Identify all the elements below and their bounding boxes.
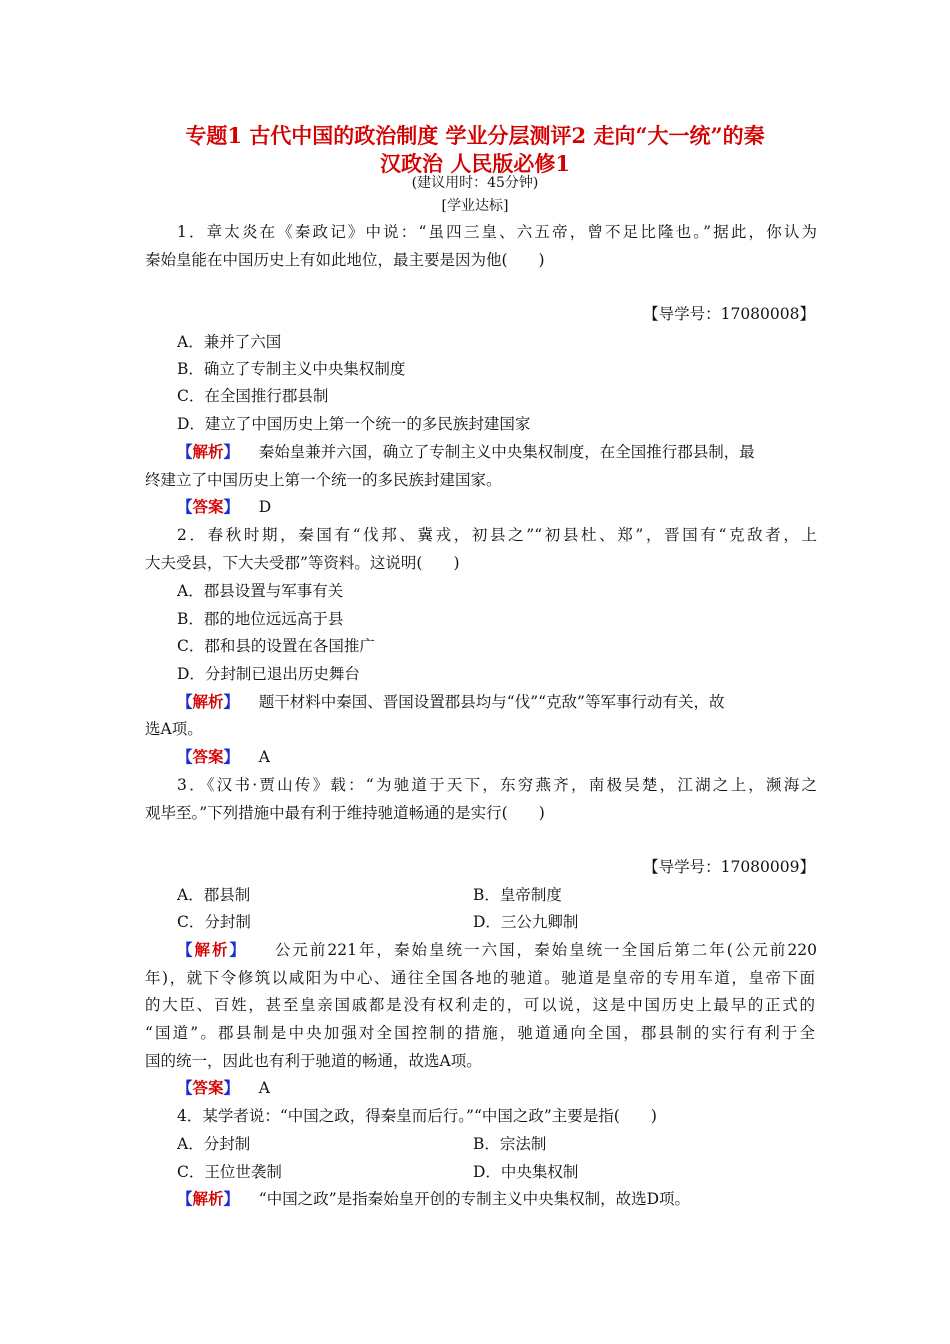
- q2-option-a: A．郡县设置与军事有关: [177, 582, 344, 600]
- answer-tag: 【答案】: [177, 747, 240, 766]
- q3-analysis-text: 公元前221年，秦始皇统一六国，秦始皇统一全国后第二年(公元前220: [274, 941, 817, 959]
- q2-analysis: [177, 691, 817, 713]
- q2-analysis-text: 题干材料中秦国、晋国设置郡县均与“伐”“克敌”等军事行动有关，故: [258, 693, 725, 711]
- q2-option-c: C．郡和县的设置在各国推广: [177, 637, 375, 655]
- q4-option-c: C．王位世袭制: [177, 1163, 282, 1181]
- q3-analysis: [177, 939, 817, 961]
- q4-option-a: A．分封制: [177, 1135, 251, 1153]
- q3-guide-number: 【导学号：17080009】: [643, 858, 815, 876]
- q2-stem-line1: 2．春秋时期，秦国有“伐邦、冀戎，初县之”“初县杜、郑”，晋国有“克敌者，上: [177, 526, 817, 544]
- answer-tag: 【答案】: [177, 497, 240, 516]
- q1-option-d: D．建立了中国历史上第一个统一的多民族封建国家: [177, 415, 531, 433]
- q1-guide-number: 【导学号：17080008】: [643, 305, 815, 323]
- analysis-tag: 【解析】: [177, 940, 248, 959]
- analysis-tag: 【解析】: [177, 692, 240, 711]
- q3-analysis-line3: 的大臣、百姓，甚至皇亲国戚都是没有权利走的，可以说，这是中国历史上最早的正式的: [145, 996, 815, 1014]
- q3-option-a: A．郡县制: [177, 886, 251, 904]
- q1-analysis-text: 秦始皇兼并六国，确立了专制主义中央集权制度，在全国推行郡县制，最: [258, 443, 755, 461]
- page-title-continued: 汉政治 人民版必修1: [380, 151, 570, 176]
- q1-analysis: [177, 441, 817, 463]
- q3-answer-value: A: [258, 1079, 270, 1097]
- q1-analysis-line2: 终建立了中国历史上第一个统一的多民族封建国家。: [145, 471, 502, 489]
- q3-stem-line2: 观毕至。”下列措施中最有利于维持驰道畅通的是实行( ): [145, 804, 545, 822]
- q1-stem-line2: 秦始皇能在中国历史上有如此地位，最主要是因为他( ): [145, 251, 545, 269]
- q4-analysis: [177, 1188, 817, 1210]
- page-title: 专题1 古代中国的政治制度 学业分层测评2 走向“大一统”的秦: [185, 123, 765, 148]
- q2-stem-line2: 大夫受县，下大夫受郡”等资料。这说明( ): [145, 554, 460, 572]
- q3-option-b: B．皇帝制度: [473, 886, 562, 904]
- q1-stem-line1: 1．章太炎在《秦政记》中说：“虽四三皇、六五帝，曾不足比隆也。”据此，你认为: [177, 223, 817, 241]
- q2-analysis-line2: 选A项。: [145, 720, 203, 738]
- analysis-tag: 【解析】: [177, 442, 240, 461]
- q3-analysis-line4: “国道”。郡县制是中央加强对全国控制的措施，驰道通向全国，郡县制的实行有利于全: [145, 1024, 815, 1042]
- q4-stem-line1: 4．某学者说：“中国之政，得秦皇而后行。”“中国之政”主要是指( ): [177, 1107, 657, 1125]
- q1-option-a: A．兼并了六国: [177, 333, 282, 351]
- q3-stem-line1: 3．《汉书·贾山传》载：“为驰道于天下，东穷燕齐，南极吴楚，江湖之上，濒海之: [177, 776, 817, 794]
- q2-answer: [177, 746, 817, 768]
- time-note: (建议用时：45分钟): [411, 175, 539, 191]
- q3-option-d: D．三公九卿制: [473, 913, 579, 931]
- q3-analysis-line5: 国的统一，因此也有利于驰道的畅通，故选A项。: [145, 1052, 482, 1070]
- q4-option-d: D．中央集权制: [473, 1163, 579, 1181]
- q2-option-b: B．郡的地位远远高于县: [177, 610, 344, 628]
- q1-option-c: C．在全国推行郡县制: [177, 387, 329, 405]
- q2-answer-value: A: [258, 748, 270, 766]
- q3-answer: [177, 1077, 817, 1099]
- answer-tag: 【答案】: [177, 1078, 240, 1097]
- q2-option-d: D．分封制已退出历史舞台: [177, 665, 360, 683]
- q3-option-c: C．分封制: [177, 913, 251, 931]
- q4-analysis-text: “中国之政”是指秦始皇开创的专制主义中央集权制，故选D项。: [258, 1190, 691, 1208]
- section-heading: [学业达标]: [441, 198, 509, 214]
- q1-answer-value: D: [258, 498, 272, 516]
- q1-option-b: B．确立了专制主义中央集权制度: [177, 360, 406, 378]
- q4-option-b: B．宗法制: [473, 1135, 547, 1153]
- q3-analysis-line2: 年)，就下令修筑以咸阳为中心、通往全国各地的驰道。驰道是皇帝的专用车道，皇帝下面: [145, 969, 815, 987]
- analysis-tag: 【解析】: [177, 1189, 240, 1208]
- q1-answer: [177, 496, 817, 518]
